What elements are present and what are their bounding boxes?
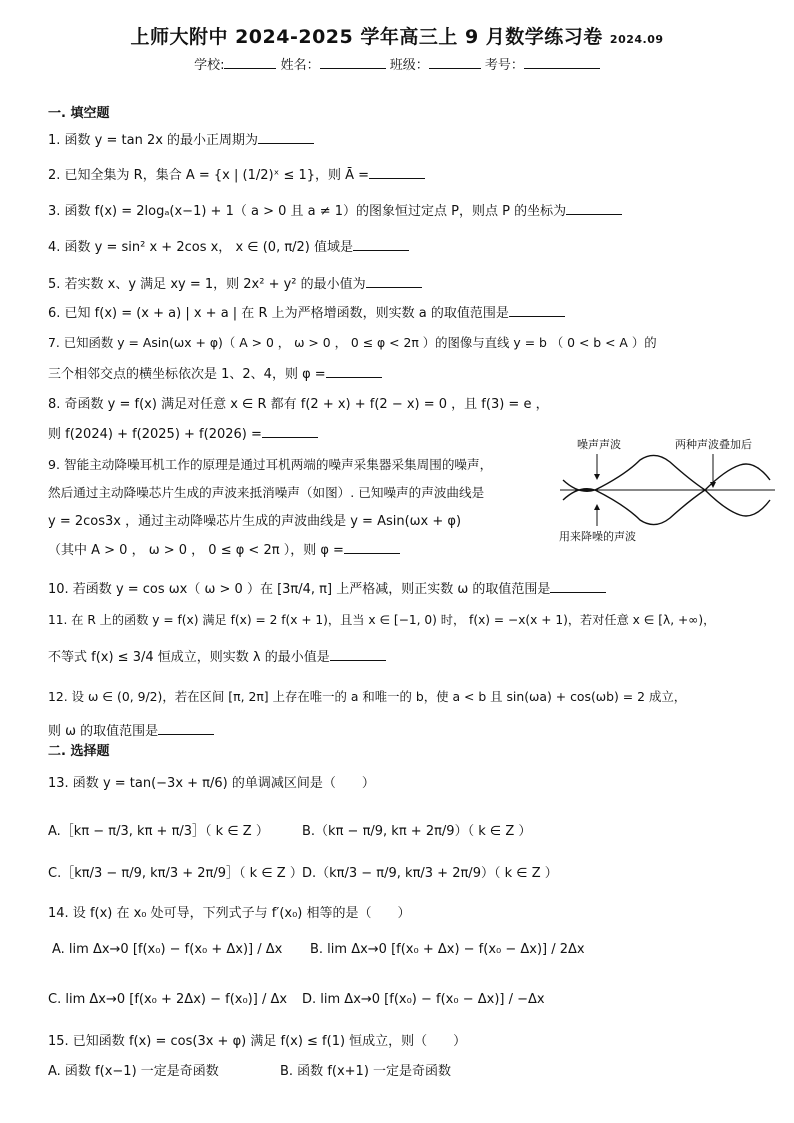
question-10 [48, 578, 606, 597]
answer-blank[interactable] [369, 166, 425, 179]
answer-blank[interactable] [566, 202, 622, 215]
class-label: 班级： [389, 58, 429, 73]
noise-wave-curve [563, 455, 770, 516]
q5-text: 5. 若实数 x、y 满足 xy = 1，则 2x² + y² 的最小值为 [48, 277, 366, 292]
number-field[interactable] [524, 56, 600, 69]
answer-blank[interactable] [330, 648, 386, 661]
name-field[interactable] [320, 56, 386, 69]
q10-text: 10. 若函数 y = cos ωx（ ω > 0 ）在 [3π/4, π] 上严格减，则正实数 ω 的取值范围是 [48, 582, 551, 597]
q2-text: 2. 已知全集为 R，集合 A = {x | (1/2)ˣ ≤ 1}，则 Ā = [48, 168, 370, 183]
q13-option-b[interactable]: B.（kπ − π/9, kπ + 2π/9）（ k ∈ Z ） [302, 824, 532, 839]
question-7-line-2 [48, 363, 382, 382]
answer-blank[interactable] [353, 238, 409, 251]
question-9-line-2: 然后通过主动降噪芯片生成的声波来抵消噪声（如图）. 已知噪声的声波曲线是 [48, 485, 485, 500]
noise-arrow-head [594, 474, 600, 480]
answer-blank[interactable] [366, 275, 422, 288]
question-15: 15. 已知函数 f(x) = cos(3x + φ) 满足 f(x) ≤ f(1) 恒成立，则（ ） [48, 1034, 467, 1049]
q12-text: 则 ω 的取值范围是 [48, 724, 159, 739]
question-9-line-1: 9. 智能主动降噪耳机工作的原理是通过耳机两端的噪声采集器采集周围的噪声， [48, 457, 493, 472]
q6-text: 6. 已知 f(x) = (x + a) | x + a | 在 R 上为严格增函数，则实数 a 的取值范围是 [48, 306, 509, 321]
q4-text: 4. 函数 y = sin² x + 2cos x， x ∈ (0, π/2) 值域是 [48, 240, 354, 255]
q15-option-b[interactable]: B. 函数 f(x+1) 一定是奇函数 [280, 1064, 452, 1079]
school-label: 学校: [194, 58, 225, 73]
answer-blank[interactable] [344, 541, 400, 554]
cancel-wave-label: 用来降噪的声波 [559, 530, 636, 543]
title-text: 上师大附中 2024-2025 学年高三上 9 月数学练习卷 [130, 26, 603, 48]
answer-blank[interactable] [262, 425, 318, 438]
question-2 [48, 164, 425, 183]
q14-option-d[interactable]: D. lim Δx→0 [f(x₀) − f(x₀ − Δx)] / −Δx [302, 992, 545, 1007]
question-9-line-3: y = 2cos3x ，通过主动降噪芯片生成的声波曲线是 y = Asin(ωx + φ) [48, 514, 462, 529]
q11-text: 不等式 f(x) ≤ 3/4 恒成立，则实数 λ 的最小值是 [48, 650, 330, 665]
section-multiple-choice: 二. 选择题 [48, 744, 110, 759]
question-13: 13. 函数 y = tan(−3x + π/6) 的单调减区间是（ ） [48, 776, 375, 791]
question-6 [48, 302, 565, 321]
number-label: 考号： [484, 58, 524, 73]
school-field[interactable] [224, 56, 276, 69]
question-11-line-1: 11. 在 R 上的函数 y = f(x) 满足 f(x) = 2 f(x + 1)，且当 x ∈ [−1, 0) 时， f(x) = −x(x + 1)，若对任意 x ∈ [λ, +∞)， [48, 613, 716, 627]
q14-option-c[interactable]: C. lim Δx→0 [f(x₀ + 2Δx) − f(x₀)] / Δx [48, 992, 288, 1007]
question-5 [48, 273, 422, 292]
q14-option-b[interactable]: B. lim Δx→0 [f(x₀ + Δx) − f(x₀ − Δx)] / 2Δx [310, 942, 585, 957]
sound-wave-figure [555, 430, 780, 550]
q1-text: 1. 函数 y = tan 2x 的最小正周期为 [48, 133, 259, 148]
answer-blank[interactable] [326, 365, 382, 378]
q7-text: 三个相邻交点的横坐标依次是 1、2、4，则 φ = [48, 367, 326, 382]
class-field[interactable] [429, 56, 481, 69]
student-info-row [0, 54, 794, 73]
answer-blank[interactable] [509, 304, 565, 317]
q15-option-a[interactable]: A. 函数 f(x−1) 一定是奇函数 [48, 1064, 219, 1079]
q13-option-c[interactable]: C.［kπ/3 − π/9, kπ/3 + 2π/9］（ k ∈ Z ） [48, 866, 303, 881]
question-3 [48, 200, 622, 219]
q3-text: 3. 函数 f(x) = 2logₐ(x−1) + 1（ a > 0 且 a ≠ 1）的图象恒过定点 P，则点 P 的坐标为 [48, 204, 567, 219]
question-8-line-2 [48, 423, 318, 442]
answer-blank[interactable] [158, 722, 214, 735]
q14-option-a[interactable]: A. lim Δx→0 [f(x₀) − f(x₀ + Δx)] / Δx [52, 942, 283, 957]
question-4 [48, 236, 409, 255]
question-12-line-1: 12. 设 ω ∈ (0, 9/2)，若在区间 [π, 2π] 上存在唯一的 a 和唯一的 b，使 a < b 且 sin(ωa) + cos(ωb) = 2 成立， [48, 689, 687, 704]
noise-wave-label: 噪声声波 [577, 438, 621, 451]
section-fill-in: 一. 填空题 [48, 106, 110, 121]
question-11-line-2 [48, 646, 386, 665]
combined-wave-label: 两种声波叠加后 [675, 438, 752, 451]
exam-date: 2024.09 [609, 33, 664, 46]
q9-text: （其中 A > 0 ， ω > 0 ， 0 ≤ φ < 2π ），则 φ = [48, 543, 344, 558]
page-title [0, 22, 794, 49]
question-1 [48, 129, 314, 148]
question-8-line-1: 8. 奇函数 y = f(x) 满足对任意 x ∈ R 都有 f(2 + x) + f(2 − x) = 0 ，且 f(3) = e ， [48, 397, 549, 412]
q13-option-a[interactable]: A.［kπ − π/3, kπ + π/3］（ k ∈ Z ） [48, 824, 269, 839]
question-14: 14. 设 f(x) 在 x₀ 处可导，下列式子与 f′(x₀) 相等的是（ ） [48, 906, 411, 921]
cancel-arrow-head [594, 504, 600, 510]
q8-text: 则 f(2024) + f(2025) + f(2026) = [48, 427, 262, 442]
name-label: 姓名： [280, 58, 320, 73]
question-12-line-2 [48, 720, 214, 739]
question-7-line-1: 7. 已知函数 y = Asin(ωx + φ)（ A > 0 ， ω > 0 ， 0 ≤ φ < 2π ）的图像与直线 y = b （ 0 < b < A ）的 [48, 335, 657, 350]
answer-blank[interactable] [550, 580, 606, 593]
cancel-wave-curve [563, 464, 770, 525]
answer-blank[interactable] [258, 131, 314, 144]
q13-option-d[interactable]: D.（kπ/3 − π/9, kπ/3 + 2π/9）（ k ∈ Z ） [302, 866, 558, 881]
question-9-line-4 [48, 539, 400, 558]
